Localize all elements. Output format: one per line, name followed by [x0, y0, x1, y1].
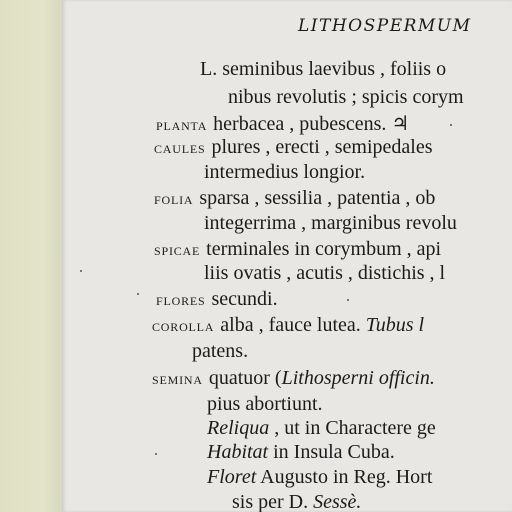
section-label: SEMINA	[152, 373, 203, 387]
text-line: nibus revolutis ; spicis corym	[228, 86, 464, 108]
section-label: FOLIA	[154, 193, 194, 207]
paper-speck	[80, 270, 82, 272]
section-label: COROLLA	[152, 320, 215, 334]
running-head: LITHOSPERMUM	[298, 16, 472, 36]
text-line: patens.	[192, 340, 249, 362]
text-line: liis ovatis , acutis , distichis , l	[204, 262, 446, 284]
text-line: Floret Augusto in Reg. Hort	[207, 466, 433, 488]
paper-speck	[450, 124, 452, 126]
text-line: FLORES secundi.	[156, 288, 278, 310]
section-label: PLANTA	[156, 119, 208, 133]
section-label: SPICAE	[154, 244, 201, 258]
text-line: L. seminibus laevibus , foliis o	[200, 58, 447, 80]
paper-speck	[137, 293, 139, 295]
text-line: sis per D. Sessè.	[232, 491, 362, 512]
section-label: FLORES	[156, 294, 206, 308]
text-line: FOLIA sparsa , sessilia , patentia , ob	[154, 187, 436, 209]
section-label: CAULES	[154, 142, 206, 156]
text-line: CAULES plures , erecti , semipedales	[154, 136, 433, 158]
text-line: pius abortiunt.	[207, 393, 323, 415]
paper-speck	[347, 299, 349, 301]
text-line: PLANTA herbacea , pubescens. ♃	[156, 113, 410, 135]
text-line: Habitat in Insula Cuba.	[207, 441, 395, 463]
text-line: COROLLA alba , fauce lutea. Tubus l	[152, 314, 425, 336]
text-line: SEMINA quatuor (Lithosperni officin.	[152, 367, 435, 389]
text-line: intermedius longior.	[204, 161, 366, 183]
text-line: Reliqua , ut in Charactere ge	[207, 417, 436, 439]
book-page	[62, 0, 512, 512]
text-line: integerrima , marginibus revolu	[204, 212, 457, 234]
text-line: SPICAE terminales in corymbum , api	[154, 238, 442, 260]
left-margin-strip	[0, 0, 62, 512]
paper-speck	[155, 453, 157, 455]
